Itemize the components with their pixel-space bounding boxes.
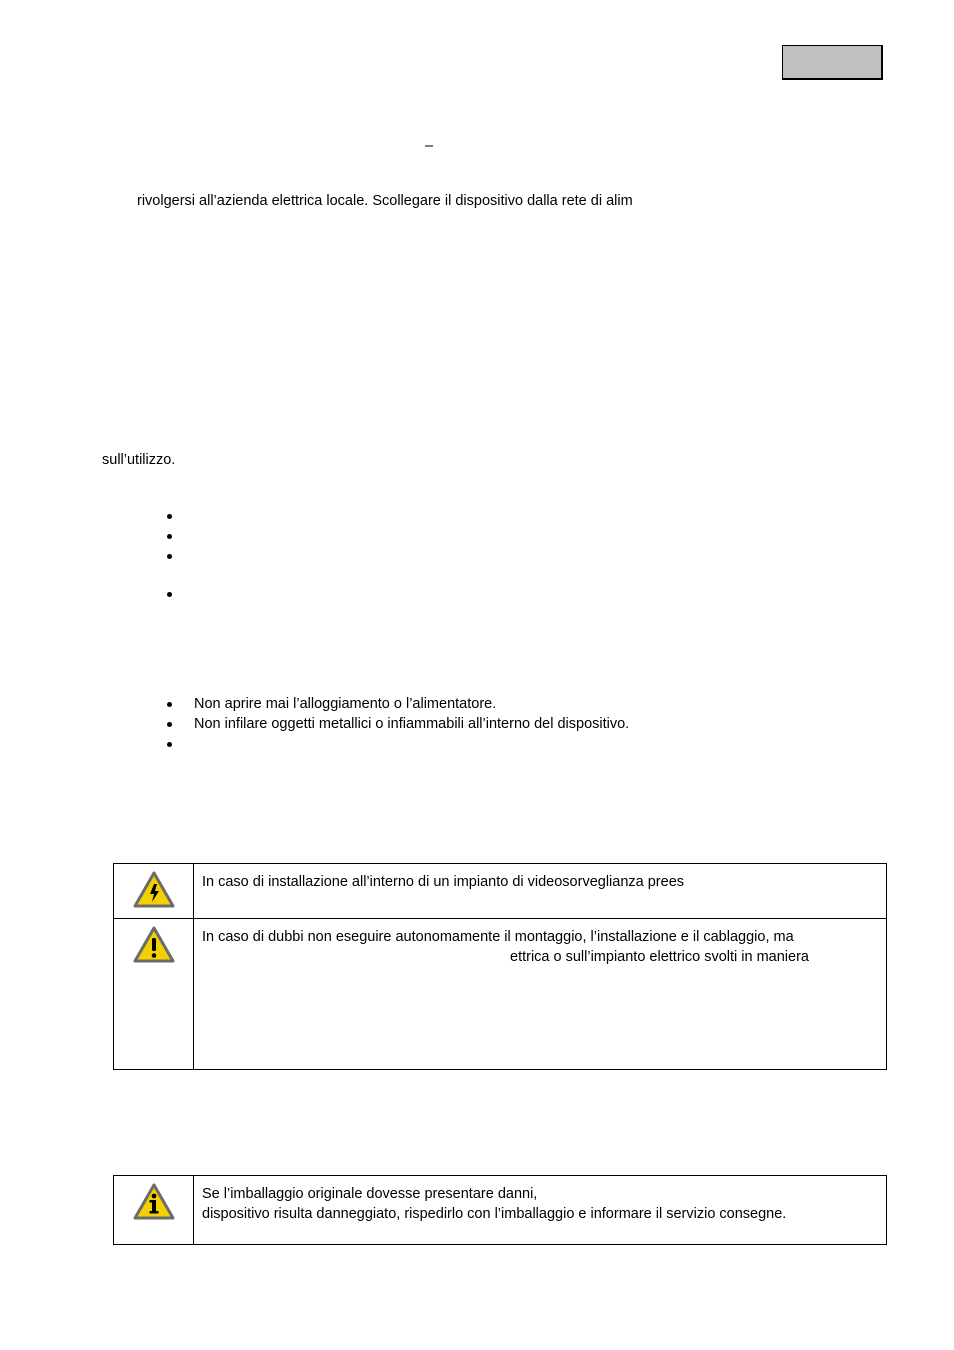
power-line-fragment: rivolgersi all’azienda elettrica locale. Scollegare il dispositivo dalla rete di alim bbox=[137, 193, 633, 209]
list-item bbox=[160, 546, 194, 566]
warning-text-cell: In caso di installazione all’interno di un impianto di videosorveglianza prees bbox=[194, 864, 887, 919]
list-item bbox=[160, 526, 194, 546]
warning-icon-cell bbox=[114, 919, 194, 1070]
bullet-list-1 bbox=[160, 506, 194, 604]
warning-row bbox=[114, 1176, 887, 1245]
list-item bbox=[160, 734, 629, 754]
list-item: Non aprire mai l’alloggiamento o l’alimentatore. bbox=[160, 694, 629, 714]
exclamation-warning-icon bbox=[132, 925, 176, 965]
list-item bbox=[160, 584, 194, 604]
warning-icon-cell bbox=[114, 1176, 194, 1245]
list-item bbox=[160, 506, 194, 526]
warning-icon-cell bbox=[114, 864, 194, 919]
electric-shock-warning-icon bbox=[132, 870, 176, 910]
language-tab bbox=[782, 45, 883, 80]
usage-line-fragment: sull’utilizzo. bbox=[102, 452, 176, 468]
info-table bbox=[113, 1175, 887, 1245]
warning-text-cell: Se l’imballaggio originale dovesse presentare danni, dispositivo risulta danneggiato, rispedirlo con l’imballaggio e informare il servizio consegne. bbox=[194, 1176, 887, 1245]
dash-fragment: – bbox=[425, 138, 434, 154]
bullet-list-2 bbox=[160, 694, 629, 754]
warning-table bbox=[113, 863, 887, 1070]
warning-row bbox=[114, 864, 887, 919]
info-warning-icon bbox=[132, 1182, 176, 1222]
warning-text-cell: In caso di dubbi non eseguire autonomamente il montaggio, l’installazione e il cablaggio, ma ettrica o sull’impianto elettrico svolti in maniera bbox=[194, 919, 887, 1070]
warning-row bbox=[114, 919, 887, 1070]
list-item: Non infilare oggetti metallici o infiammabili all’interno del dispositivo. bbox=[160, 714, 629, 734]
